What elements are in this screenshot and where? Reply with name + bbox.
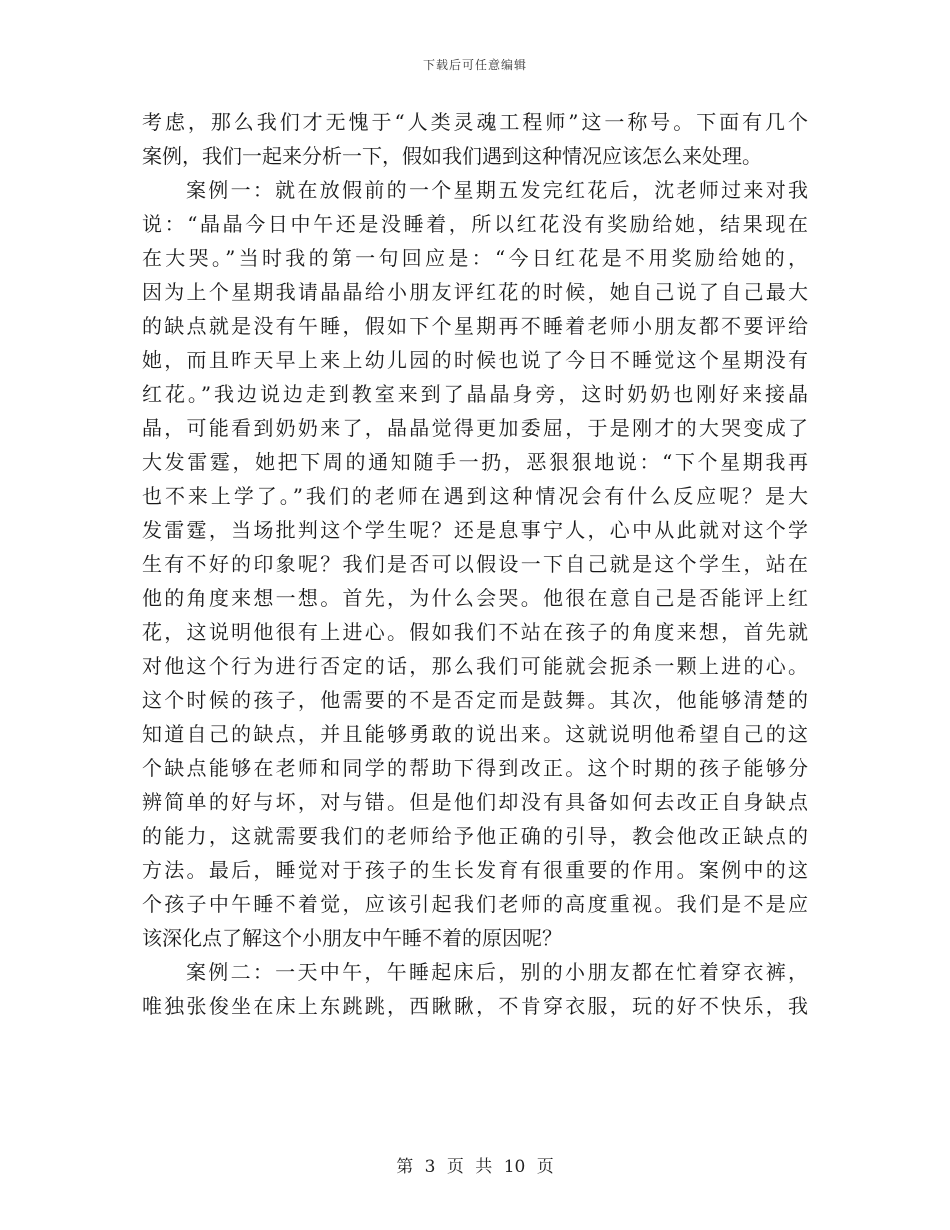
- body-line: 的缺点就是没有午睡，假如下个星期再不睡着老师小朋友都不要评给: [142, 314, 808, 338]
- body-line: 的能力，这就需要我们的老师给予他正确的引导，教会他改正缺点的: [142, 824, 808, 848]
- body-line: 唯独张俊坐在床上东跳跳，西瞅瞅，不肯穿衣服，玩的好不快乐，我: [142, 994, 808, 1018]
- body-line: 大发雷霆，她把下周的通知随手一扔，恶狠狠地说：“下个星期我再: [142, 450, 808, 474]
- body-line: 他的角度来想一想。首先，为什么会哭。他很在意自己是否能评上红: [142, 586, 808, 610]
- body-line: 也不来上学了。”我们的老师在遇到这种情况会有什么反应呢？是大: [142, 484, 808, 508]
- body-line: 案例二：一天中午，午睡起床后，别的小朋友都在忙着穿衣裤，: [186, 960, 808, 984]
- body-line: 考虑，那么我们才无愧于“人类灵魂工程师”这一称号。下面有几个: [142, 110, 808, 134]
- body-line: 个孩子中午睡不着觉，应该引起我们老师的高度重视。我们是不是应: [142, 892, 808, 916]
- body-line: 案例，我们一起来分析一下，假如我们遇到这种情况应该怎么来处理。: [142, 144, 762, 168]
- body-line: 说：“晶晶今日中午还是没睡着，所以红花没有奖励给她，结果现在: [142, 212, 808, 236]
- body-line: 方法。最后，睡觉对于孩子的生长发育有很重要的作用。案例中的这: [142, 858, 808, 882]
- page-header: 下载后可任意编辑: [422, 58, 527, 72]
- body-line: 她，而且昨天早上来上幼儿园的时候也说了今日不睡觉这个星期没有: [142, 348, 808, 372]
- body-line: 辨简单的好与坏，对与错。但是他们却没有具备如何去改正自身缺点: [142, 790, 808, 814]
- body-line: 因为上个星期我请晶晶给小朋友评红花的时候，她自己说了自己最大: [142, 280, 808, 304]
- document-body: [142, 105, 808, 1023]
- body-line: 生有不好的印象呢？我们是否可以假设一下自己就是这个学生，站在: [142, 552, 808, 576]
- body-line: 案例一：就在放假前的一个星期五发完红花后，沈老师过来对我: [186, 178, 808, 202]
- body-line: 该深化点了解这个小朋友中午睡不着的原因呢？: [142, 926, 562, 950]
- body-line: 这个时候的孩子，他需要的不是否定而是鼓舞。其次，他能够清楚的: [142, 688, 808, 712]
- body-line: 在大哭。”当时我的第一句回应是：“今日红花是不用奖励给她的，: [142, 246, 808, 270]
- body-line: 发雷霆，当场批判这个学生呢？还是息事宁人，心中从此就对这个学: [142, 518, 808, 542]
- body-line: 红花。”我边说边走到教室来到了晶晶身旁，这时奶奶也刚好来接晶: [142, 382, 808, 406]
- body-line: 花，这说明他很有上进心。假如我们不站在孩子的角度来想，首先就: [142, 620, 808, 644]
- body-line: 个缺点能够在老师和同学的帮助下得到改正。这个时期的孩子能够分: [142, 756, 808, 780]
- body-line: 知道自己的缺点，并且能够勇敢的说出来。这就说明他希望自己的这: [142, 722, 808, 746]
- page-number: 第 3 页 共 10 页: [396, 1157, 554, 1177]
- body-line: 对他这个行为进行否定的话，那么我们可能就会扼杀一颗上进的心。: [142, 654, 808, 678]
- body-line: 晶，可能看到奶奶来了，晶晶觉得更加委屈，于是刚才的大哭变成了: [142, 416, 808, 440]
